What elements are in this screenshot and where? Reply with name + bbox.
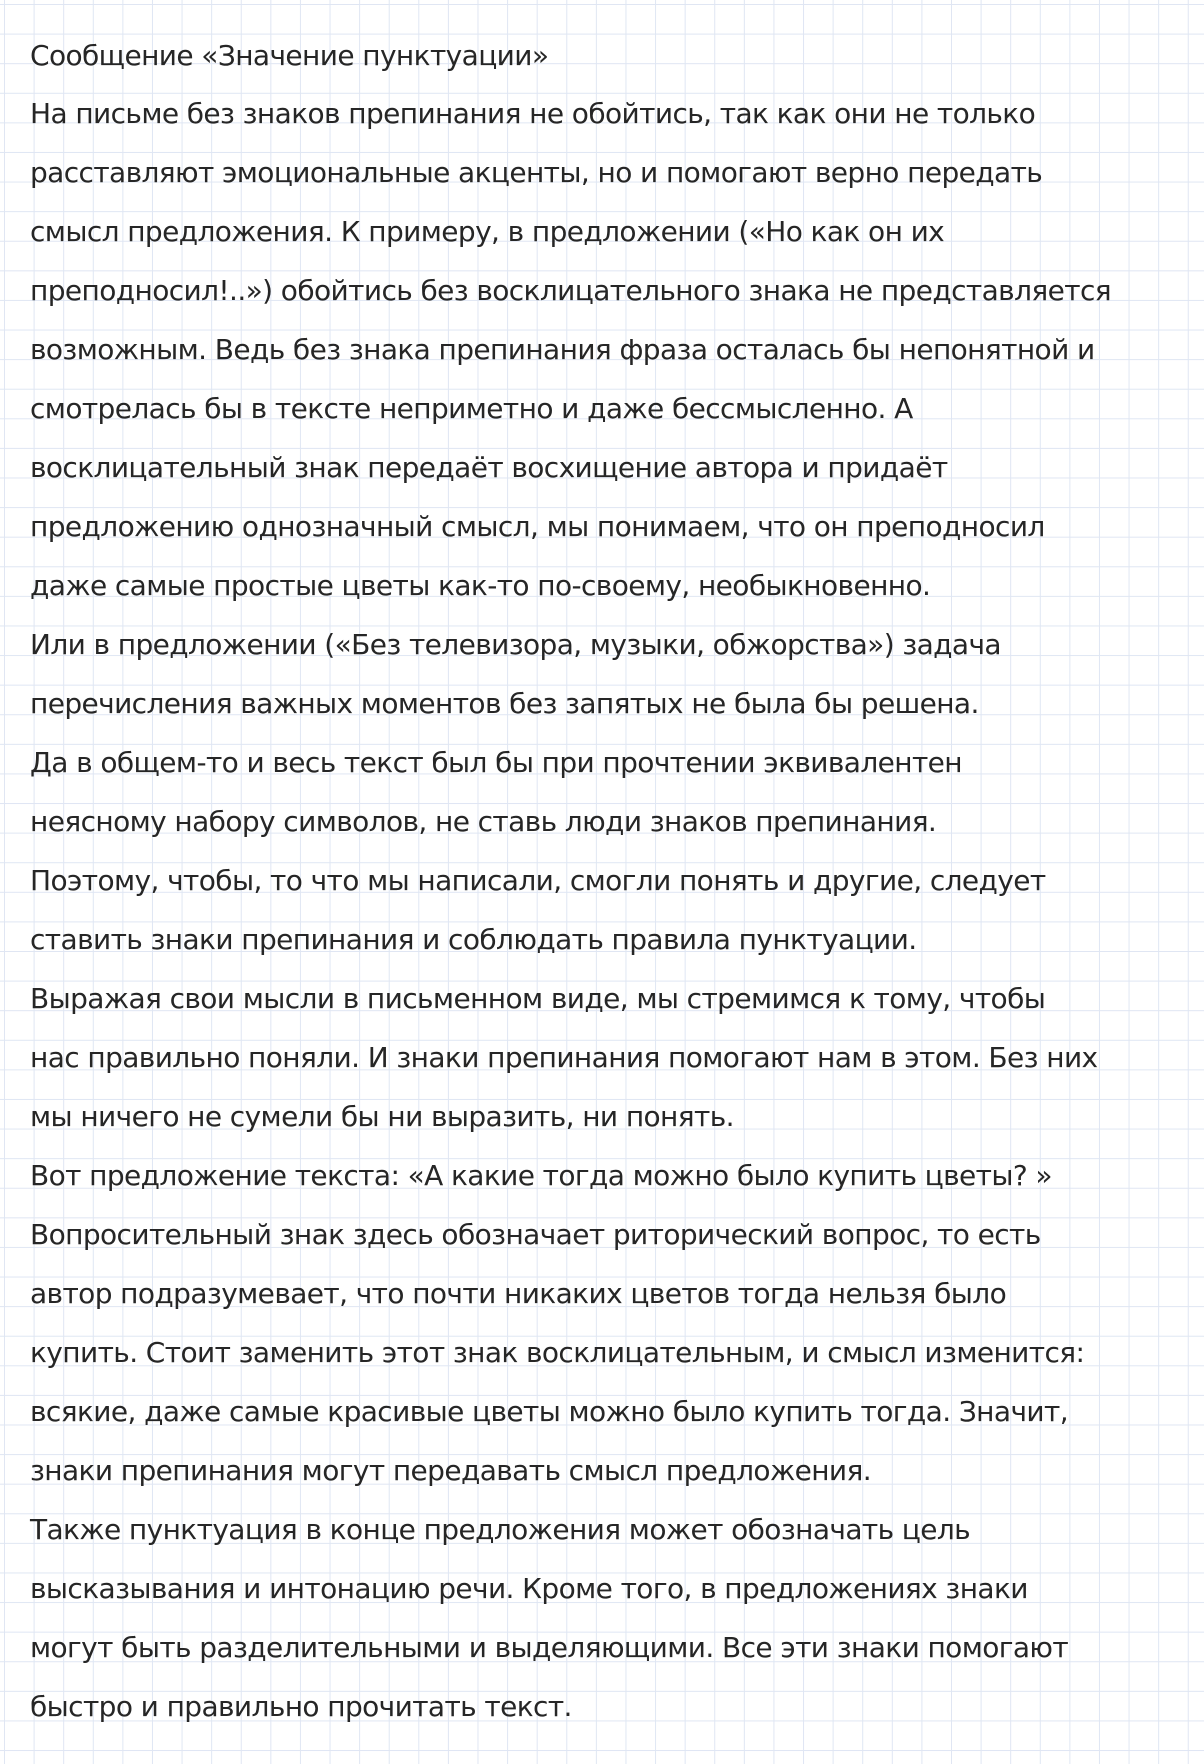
text-line: купить. Стоит заменить этот знак восклицательным, и смысл изменится:	[30, 1336, 1085, 1369]
text-line: высказывания и интонацию речи. Кроме того, в предложениях знаки	[30, 1572, 1028, 1605]
text-line: смотрелась бы в тексте неприметно и даже бессмысленно. А	[30, 392, 913, 425]
text-line: Да в общем-то и весь текст был бы при прочтении эквивалентен	[30, 746, 963, 779]
document-page	[30, 30, 1180, 1736]
text-line: быстро и правильно прочитать текст.	[30, 1690, 572, 1723]
text-line: Выражая свои мысли в письменном виде, мы стремимся к тому, чтобы	[30, 982, 1046, 1015]
text-line: Или в предложении («Без телевизора, музыки, обжорства») задача	[30, 628, 1001, 661]
text-line: перечисления важных моментов без запятых не была бы решена.	[30, 687, 979, 720]
text-line: Вот предложение текста: «А какие тогда можно было купить цветы? »	[30, 1159, 1052, 1192]
text-line: восклицательный знак передаёт восхищение автора и придаёт	[30, 451, 948, 484]
document-body	[30, 84, 1180, 1736]
text-line: нас правильно поняли. И знаки препинания помогают нам в этом. Без них	[30, 1041, 1098, 1074]
text-line: могут быть разделительными и выделяющими. Все эти знаки помогают	[30, 1631, 1069, 1664]
text-line: мы ничего не сумели бы ни выразить, ни понять.	[30, 1100, 734, 1133]
text-line: даже самые простые цветы как-то по-своему, необыкновенно.	[30, 569, 931, 602]
document-title: Сообщение «Значение пунктуации»	[30, 39, 549, 72]
text-line: На письме без знаков препинания не обойтись, так как они не только	[30, 97, 1036, 130]
text-line: расставляют эмоциональные акценты, но и помогают верно передать	[30, 156, 1043, 189]
text-line: Вопросительный знак здесь обозначает риторический вопрос, то есть	[30, 1218, 1041, 1251]
text-line: возможным. Ведь без знака препинания фраза осталась бы непонятной и	[30, 333, 1095, 366]
text-line: знаки препинания могут передавать смысл предложения.	[30, 1454, 872, 1487]
text-line: Также пунктуация в конце предложения может обозначать цель	[30, 1513, 971, 1546]
text-line: автор подразумевает, что почти никаких цветов тогда нельзя было	[30, 1277, 1007, 1310]
text-line: неясному набору символов, не ставь люди знаков препинания.	[30, 805, 937, 838]
text-line: преподносил!..») обойтись без восклицательного знака не представляется	[30, 274, 1111, 307]
text-line: смысл предложения. К примеру, в предложении («Но как он их	[30, 215, 945, 248]
text-line: ставить знаки препинания и соблюдать правила пунктуации.	[30, 923, 917, 956]
text-line: предложению однозначный смысл, мы понимаем, что он преподносил	[30, 510, 1045, 543]
text-line: Поэтому, чтобы, то что мы написали, смогли понять и другие, следует	[30, 864, 1046, 897]
text-line: всякие, даже самые красивые цветы можно было купить тогда. Значит,	[30, 1395, 1068, 1428]
